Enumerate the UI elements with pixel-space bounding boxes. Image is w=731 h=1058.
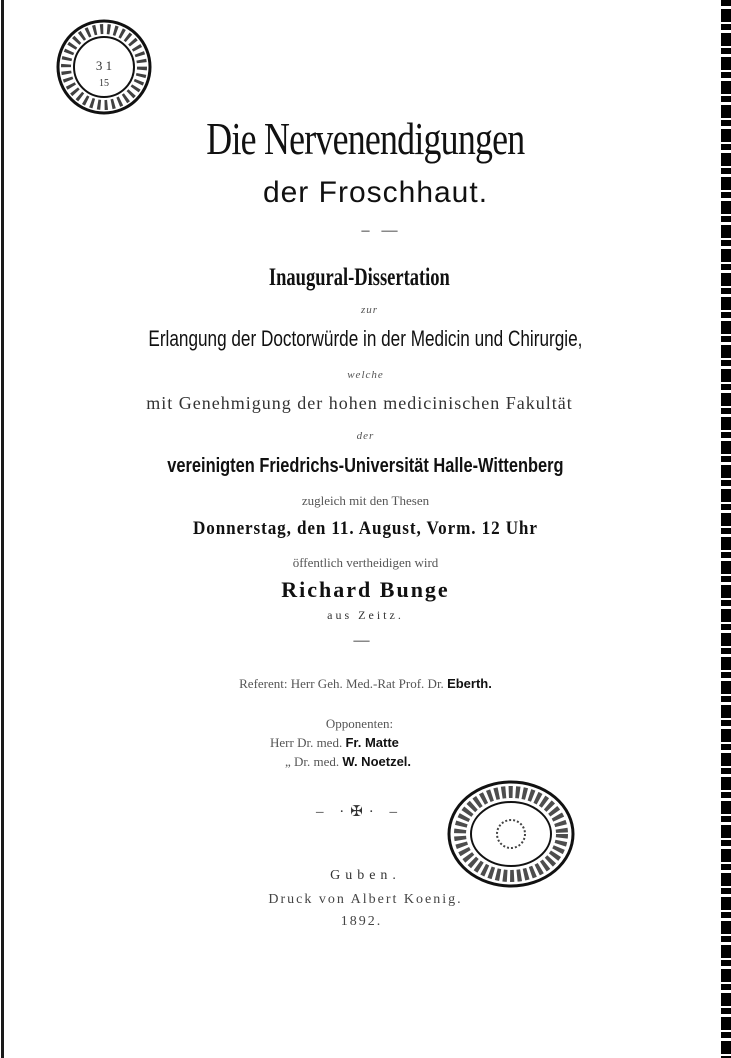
opponent-2 xyxy=(285,754,411,770)
university-name: vereinigten Friedrichs-Universität Halle-Wittenberg xyxy=(167,455,564,477)
document-subtitle: der Froschhaut. xyxy=(262,176,489,209)
opponent-2-prefix: „ Dr. med. xyxy=(285,754,340,769)
opponents-label: Opponenten: xyxy=(325,716,394,731)
separator-mid: — xyxy=(353,632,370,649)
author-name: Richard Bunge xyxy=(281,577,450,602)
opponent-1-prefix: Herr Dr. med. xyxy=(270,735,343,750)
text-der: der xyxy=(356,430,375,442)
publication-place: Guben. xyxy=(330,868,401,883)
library-stamp-top xyxy=(55,18,153,116)
text-welche: welche xyxy=(347,369,384,381)
referent-line xyxy=(0,676,731,692)
svg-text:15: 15 xyxy=(99,78,109,89)
printer: Druck von Albert Koenig. xyxy=(268,892,463,907)
text-zur: zur xyxy=(360,304,379,316)
faculty-permission: mit Genehmigung der hohen medicinischen Fakultät xyxy=(146,393,573,413)
defense-date: Donnerstag, den 11. August, Vorm. 12 Uhr xyxy=(193,518,538,539)
svg-text:3 1: 3 1 xyxy=(95,58,113,73)
text-defend: öffentlich vertheidigen wird xyxy=(292,555,439,570)
opponent-1-name: Fr. Matte xyxy=(345,735,399,750)
degree-purpose: Erlangung der Doctorwürde in der Medicin und Chirurgie, xyxy=(148,326,583,351)
separator-top: – — xyxy=(361,222,402,239)
dissertation-heading: Inaugural-Dissertation xyxy=(268,264,450,291)
document-title: Die Nervenendigungen xyxy=(206,113,525,164)
opponent-1 xyxy=(270,735,399,751)
referent-prefix: Referent: Herr Geh. Med.-Rat Prof. Dr. xyxy=(239,676,444,691)
referent-name: Eberth. xyxy=(447,676,492,691)
opponent-2-name: W. Noetzel. xyxy=(342,754,412,769)
text-together-theses: zugleich mit den Thesen xyxy=(301,493,430,508)
author-origin: aus Zeitz. xyxy=(327,608,404,622)
ornament-divider: – ·✠· – xyxy=(315,804,404,820)
publication-year: 1892. xyxy=(340,914,383,929)
